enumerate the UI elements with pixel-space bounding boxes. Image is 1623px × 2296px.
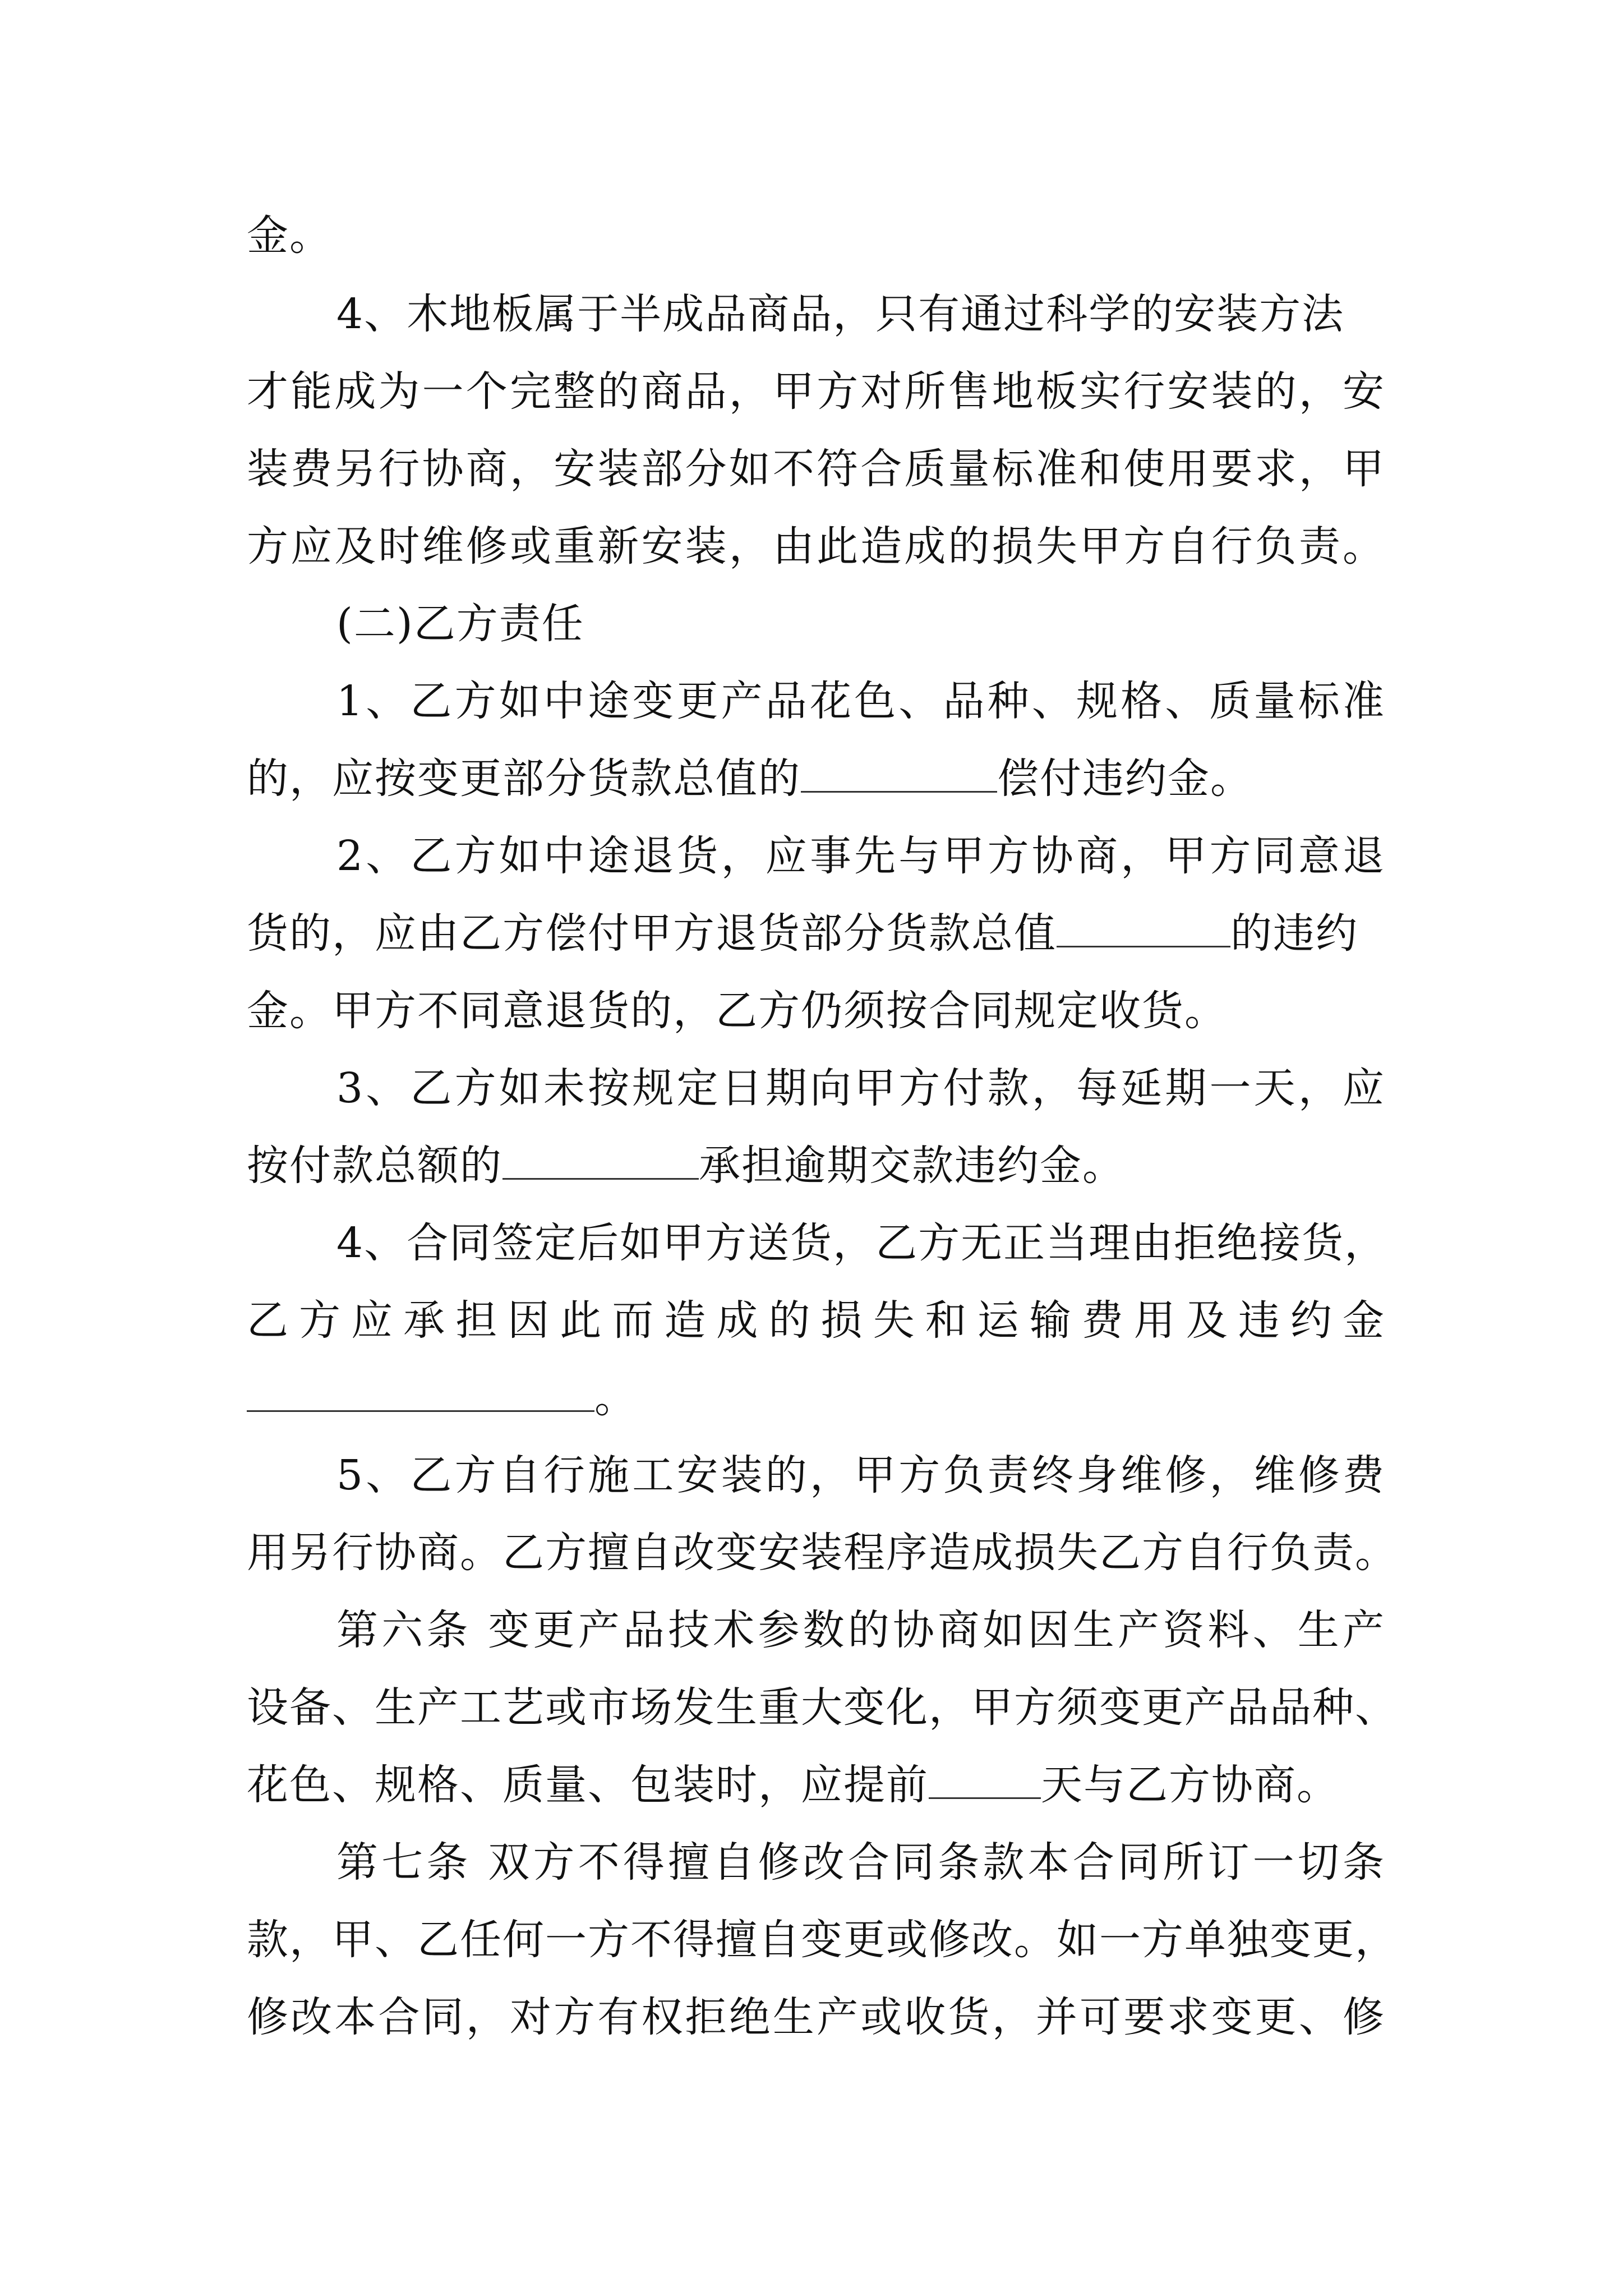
text-line bbox=[247, 1370, 1385, 1426]
heading-text: (二)乙方责任 bbox=[336, 600, 584, 648]
text-line bbox=[247, 208, 1385, 264]
paragraph-start bbox=[336, 286, 1385, 342]
text-line bbox=[247, 1757, 1385, 1813]
text-line bbox=[247, 983, 1385, 1039]
text-segment: 按付款总额的 bbox=[247, 1142, 502, 1190]
paragraph-start: 1、乙方如中途变更产品花色、品种、规格、质量标准 bbox=[336, 677, 1385, 725]
text-segment: 货的，应由乙方偿付甲方退货部分货款总值 bbox=[247, 909, 1057, 958]
paragraph-start: 3、乙方如未按规定日期向甲方付款，每延期一天，应 bbox=[336, 1064, 1385, 1112]
text-segment: 天与乙方协商。 bbox=[1041, 1761, 1339, 1809]
text-segment: 花色、规格、质量、包装时，应提前 bbox=[247, 1761, 929, 1809]
paragraph-start: 4、合同签定后如甲方送货，乙方无正当理由拒绝接货， bbox=[336, 1219, 1387, 1267]
text-segment: 金。甲方不同意退货的，乙方仍须按合同规定收货。 bbox=[247, 987, 1227, 1035]
text-segment: 承担逾期交款违约金。 bbox=[699, 1142, 1125, 1190]
article-seven-start: 第七条 双方不得擅自修改合同条款本合同所订一切条 bbox=[336, 1838, 1385, 1887]
text-line: 方应及时维修或重新安装，由此造成的损失甲方自行负责。 bbox=[247, 522, 1385, 570]
text-segment: 的，应按变更部分货款总值的 bbox=[247, 754, 801, 803]
paragraph-start: 5、乙方自行施工安装的，甲方负责终身维修，维修费 bbox=[336, 1451, 1385, 1499]
text-segment: 4、木地板属于半成品商品，只有通过科学的安装方法 bbox=[336, 290, 1345, 338]
text-line: 乙方应承担因此而造成的损失和运输费用及违约金 bbox=[247, 1296, 1385, 1345]
text-segment: 。 bbox=[594, 1374, 637, 1422]
fill-in-blank bbox=[247, 1377, 594, 1412]
text-segment: 的违约 bbox=[1230, 909, 1358, 958]
text-line: 款，甲、乙任何一方不得擅自变更或修改。如一方单独变更， bbox=[247, 1916, 1398, 1964]
paragraph-start: 2、乙方如中途退货，应事先与甲方协商，甲方同意退 bbox=[336, 832, 1385, 880]
fill-in-blank bbox=[929, 1764, 1041, 1799]
text-line: 用另行协商。乙方擅自改变安装程序造成损失乙方自行负责。 bbox=[247, 1529, 1398, 1577]
text-segment: 偿付违约金。 bbox=[997, 754, 1253, 803]
fill-in-blank bbox=[801, 757, 997, 793]
fill-in-blank bbox=[1057, 912, 1230, 947]
text-line bbox=[247, 751, 1385, 807]
text-line: 修改本合同，对方有权拒绝生产或收货，并可要求变更、修 bbox=[247, 1993, 1385, 2041]
section-heading bbox=[336, 596, 1385, 652]
text-line: 才能成为一个完整的商品，甲方对所售地板实行安装的，安 bbox=[247, 367, 1385, 416]
fill-in-blank bbox=[502, 1144, 699, 1180]
article-six-start: 第六条 变更产品技术参数的协商如因生产资料、生产 bbox=[336, 1606, 1385, 1654]
text-line bbox=[247, 905, 1385, 961]
text-line bbox=[247, 1138, 1385, 1194]
text-line: 设备、生产工艺或市场发生重大变化，甲方须变更产品品种、 bbox=[247, 1683, 1398, 1732]
text-segment: 金。 bbox=[247, 211, 332, 260]
text-line: 装费另行协商，安装部分如不符合质量标准和使用要求，甲 bbox=[247, 445, 1385, 493]
